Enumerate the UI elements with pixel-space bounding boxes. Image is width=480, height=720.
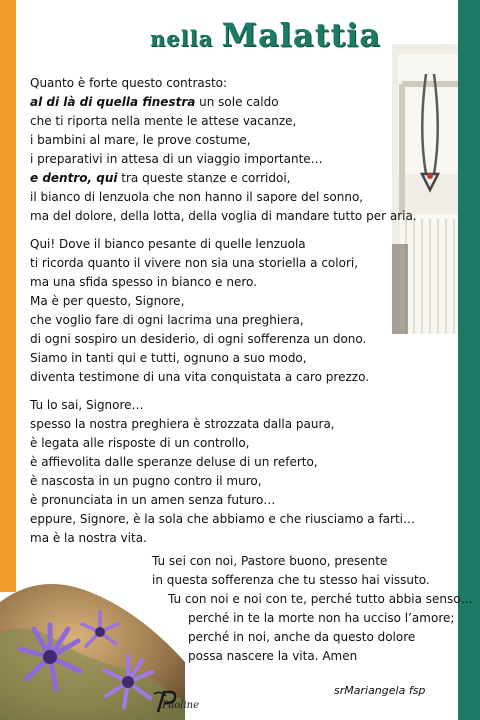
line-text: ma è la nostra vita. [30,531,147,545]
poem-line [30,273,405,292]
line-text: un sole caldo [195,95,279,109]
line-text: è nascosta in un pugno contro il muro, [30,474,262,488]
line-text: Ma è per questo, Signore, [30,294,185,308]
paoline-logo-text: Paoline [162,700,200,711]
line-text: Siamo in tanti qui e tutti, ognuno a suo modo, [30,351,307,365]
poem-body [30,74,417,557]
stanza-2 [30,235,405,387]
poem-line [30,150,405,169]
line-text: Quanto è forte questo contrasto: [30,76,228,90]
closing-line: possa nascere la vita. Amen [188,649,358,663]
line-text: i bambini al mare, le prove costume, [30,133,251,147]
poem-line [30,396,405,415]
line-text: ma una sfida spesso in bianco e nero. [30,275,257,289]
poem-line [30,491,405,510]
line-text: i preparativi in attesa di un viaggio importante… [30,152,323,166]
stanza-3 [30,396,415,548]
poem-line [30,472,405,491]
line-text: il bianco di lenzuola che non hanno il sapore del sonno, [30,190,364,204]
poem-line [30,368,405,387]
closing-line: perché in te la morte non ha ucciso l’amore; [188,611,455,625]
closing-line: Tu sei con noi, Pastore buono, presente [152,554,388,568]
title-prefix: nella [150,26,222,51]
poem-line [30,510,415,529]
closing-prayer [152,552,473,666]
line-text: che ti riporta nella mente le attese vacanze, [30,114,297,128]
line-text: Tu lo sai, Signore… [30,398,144,412]
emphasis-text: al di là di quella finestra [30,95,196,109]
line-text: ma del dolore, della lotta, della voglia di mandare tutto per aria. [30,209,417,223]
poem-line [30,292,405,311]
emphasis-text: e dentro, qui [30,171,118,185]
title-main: Malattia [221,16,382,54]
orange-side-stripe [0,0,16,592]
poem-line [30,235,405,254]
closing-line: in questa sofferenza che tu stesso hai vissuto. [152,573,430,587]
green-side-stripe [458,0,480,720]
line-text: che voglio fare di ogni lacrima una preghiera, [30,313,304,327]
line-text: è legata alle risposte di un controllo, [30,436,250,450]
line-text: ti ricorda quanto il vivere non sia una storiella a colori, [30,256,359,270]
closing-line: Tu con noi e noi con te, perché tutto abbia senso… [168,592,473,606]
poem-line [30,415,405,434]
poem-line [30,169,405,188]
poem-line [30,207,417,226]
line-text: eppure, Signore, è la sola che abbiamo e che riusciamo a farti… [30,512,415,526]
poem-line [30,131,405,150]
closing-line: perché in noi, anche da questo dolore [188,630,416,644]
line-text: è affievolita dalle speranze deluse di un referto, [30,455,318,469]
line-text: Qui! Dove il bianco pesante di quelle lenzuola [30,237,306,251]
poem-line [30,349,405,368]
line-text: è pronunciata in un amen senza futuro… [30,493,276,507]
poem-line [30,434,405,453]
poem-line [30,188,405,207]
line-text: spesso la nostra preghiera è strozzata dalla paura, [30,417,335,431]
poem-line [30,311,405,330]
poem-line [30,112,405,131]
signature: srMariangela fsp [334,684,426,697]
poem-line [30,74,405,93]
poem-line [30,330,405,349]
poem-line [30,254,405,273]
stanza-1 [30,74,417,226]
line-text: tra queste stanze e corridoi, [117,171,291,185]
poem-line [30,93,405,112]
line-text: di ogni sospiro un desiderio, di ogni sofferenza un dono. [30,332,367,346]
poem-line [30,453,405,472]
line-text: diventa testimone di una vita conquistata a caro prezzo. [30,370,370,384]
poem-line [30,529,405,548]
